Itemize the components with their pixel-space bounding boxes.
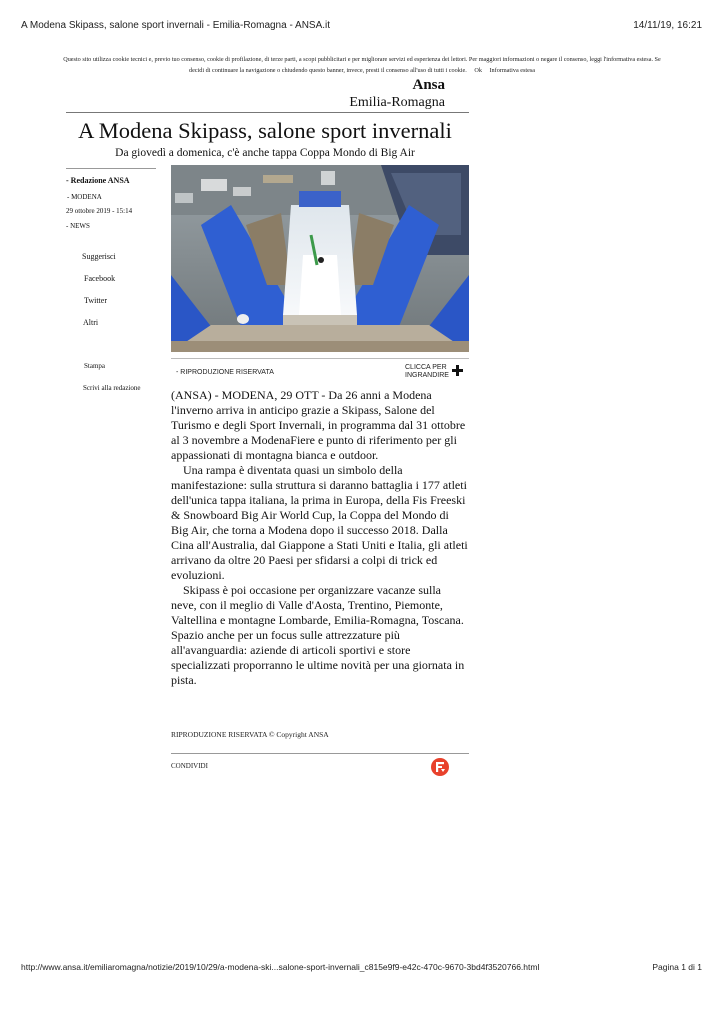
footer-url: http://www.ansa.it/emiliaromagna/notizie/2019/10/29/a-modena-ski...salone-sport-invernali_c815e9f9-e42c-470c-9670-3bd4f3520766.html [21,962,540,972]
cookie-info-link[interactable]: Informativa estesa [489,67,536,74]
article-paragraph: (ANSA) - MODENA, 29 OTT - Da 26 anni a Modena l'inverno arriva in anticipo grazie a Skipass, Salone del Turismo e degli Sport Invernali, in programma dal 31 ottobre al 3 novembre a ModenaFiere e punto di riferimento per gli appassionati di montagna bianca e outdoor. [171,388,466,462]
big-air-ramp-photo [171,165,469,352]
footer-page-number: Pagina 1 di 1 [652,962,702,972]
plus-icon[interactable] [452,364,463,377]
brand-region: Emilia-Romagna [349,95,445,110]
sidebar-divider [66,168,156,169]
enlarge-photo-link[interactable]: CLICCA PER INGRANDIRE [405,364,449,379]
share-icon[interactable] [431,758,449,776]
photo-credit: - RIPRODUZIONE RISERVATA [176,369,274,376]
article-paragraph: Skipass è poi occasione per organizzare vacanze sulla neve, con il meglio di Valle d'Aosta, Trentino, Piemonte, Valtellina e montagne Lombarde, Emilia-Romagna, Toscana. Spazio anche per un focus sulle attrezzature più all'avanguardia: aziende di articoli sportivi e store specializzati proporranno le ultime novità per una giornata in pista. [171,583,465,687]
article-photo[interactable] [171,165,469,352]
brand-name: Ansa [412,77,445,93]
facebook-share-link[interactable]: Facebook [84,274,116,283]
article-body [171,388,469,688]
article-paragraph: Una rampa è diventata quasi un simbolo della manifestazione: sulla struttura si daranno battaglia i 177 atleti dell'unica tappa italiana, la prima in Europa, della Fis Freeski & Snowboard Big Air World Cup, la Coppa del Mondo di Big Air, che torna a Modena dopo il successo 2018. Dalla Cina all'Australia, dal Giappone a Stati Uniti e Italia, gli atleti arrivano da oltre 20 Paesi per sfidarsi a colpi di trick ed evoluzioni. [171,463,468,582]
article-author: - Redazione ANSA [66,176,130,185]
article-subtitle: Da giovedì a domenica, c'è anche tappa Coppa Mondo di Big Air [115,147,415,159]
article-location: - MODENA [67,193,102,201]
article-section: - NEWS [66,222,90,230]
header-divider [66,112,469,113]
print-link[interactable]: Stampa [84,362,105,370]
cookie-ok-link[interactable]: Ok [474,67,482,74]
article-date: 29 ottobre 2019 - 15:14 [66,207,133,215]
print-header-title: A Modena Skipass, salone sport invernali - Emilia-Romagna - ANSA.it [21,20,331,31]
print-header-date: 14/11/19, 16:21 [633,20,702,31]
photo-divider [171,358,469,359]
copyright-notice: RIPRODUZIONE RISERVATA © Copyright ANSA [171,730,329,739]
cookie-banner-text: Questo sito utilizza cookie tecnici e, previo tuo consenso, cookie di profilazione, di terze parti, a scopi pubblicitari e per migliorare servizi ed esperienza dei lettori. Per maggiori informazioni o negare il consenso, leggi l'informativa estesa. Se decidi di continuare la navigazione o chiudendo questo banner, invece, presti il consenso all'uso di tutti i cookie. [63,56,661,74]
share-divider [171,753,469,754]
twitter-share-link[interactable]: Twitter [84,296,107,305]
cookie-banner [60,54,664,76]
share-label: CONDIVIDI [171,762,208,770]
write-editor-link[interactable]: Scrivi alla redazione [83,384,141,392]
article-title: A Modena Skipass, salone sport invernali [78,118,452,143]
brand-block [320,76,445,112]
suggest-link[interactable]: Suggerisci [82,252,116,261]
more-share-link[interactable]: Altri [83,318,99,327]
